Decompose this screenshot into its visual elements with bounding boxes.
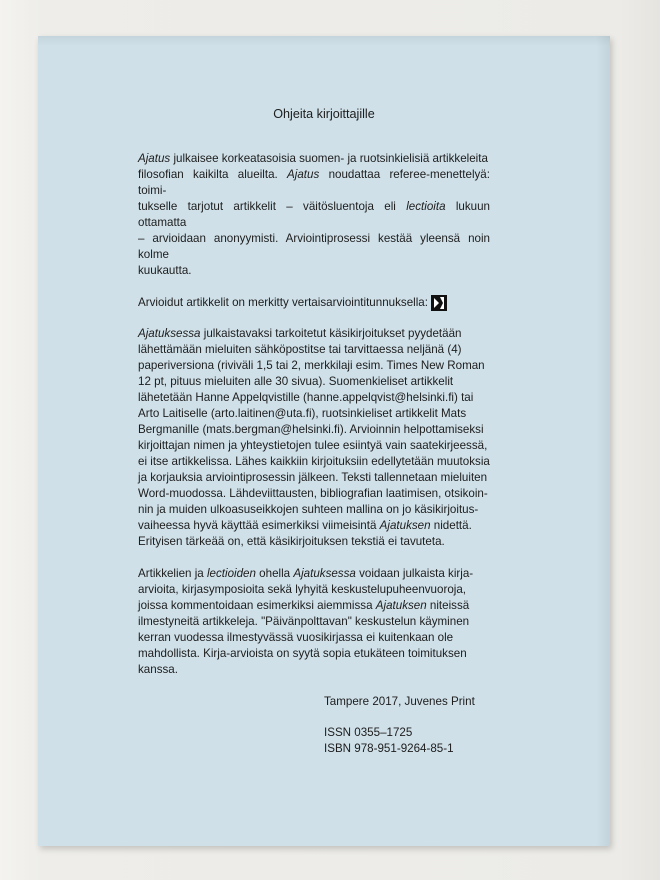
cover-shade-edge [596, 36, 610, 846]
text-line: tukselle tarjotut artikkelit – väitösluentoja eli [138, 200, 407, 213]
text-line: lukuun ottamatta [138, 200, 491, 229]
peer-review-mark-icon [431, 295, 447, 311]
text-line: – arvioidaan anonyymisti. Arviointiprosessi kestää yleensä noin kolme [138, 232, 490, 261]
text-line: kirjoittajan nimen ja yhteystietojen tulee esiintyä vain saatekirjeessä, [138, 439, 488, 452]
emphasis: lectioiden [206, 567, 256, 580]
text-line: kuukautta. [138, 264, 192, 277]
text-line: noudattaa referee-menettelyä: toimi- [138, 168, 490, 197]
text-line: julkaistavaksi tarkoitetut käsikirjoitukset pyydetään [200, 327, 462, 340]
text-line: Artikkelien ja [138, 567, 207, 580]
journal-name: Ajatus [138, 152, 171, 165]
reviews-paragraph [138, 566, 490, 678]
text-line: lähetetään Hanne Appelqvistille (hanne.appelqvist@helsinki.fi) tai [138, 391, 474, 404]
text-line: vaiheessa hyvä käyttää esimerkiksi viimeisintä [138, 519, 380, 532]
text-line: lähettämään mieluiten sähköpostitse tai tarvittaessa neljänä (4) [138, 343, 462, 356]
text-line: nidettä. [430, 519, 472, 532]
text-line: paperiversiona (riviväli 1,5 tai 2, merkkilaji esim. Times New Roman [138, 359, 485, 372]
text-line: 12 pt, pituus mieluiten alle 30 sivua). Suomenkieliset artikkelit [138, 375, 454, 388]
emphasis: lectioita [406, 200, 446, 213]
text-line: ei itse artikkelissa. Lähes kaikkiin kirjoituksiin edellytetään muutoksia [138, 455, 490, 468]
journal-name: Ajatuksessa [138, 327, 201, 340]
text-line: Word-muodossa. Lähdeviittausten, bibliografian laatimisen, otsikoin- [138, 487, 488, 500]
text-line: julkaisee korkeatasoisia suomen- ja ruotsinkielisiä artikkeleita [170, 152, 488, 165]
cover-shade-top [38, 36, 610, 46]
submission-paragraph [138, 326, 490, 550]
printer-info: Tampere 2017, Juvenes Print [324, 695, 475, 708]
peer-review-text: Arvioidut artikkelit on merkitty vertaisarviointitunnuksella: [138, 296, 428, 309]
text-line: Erityisen tärkeää on, että käsikirjoituksen tekstiä ei tavuteta. [138, 535, 445, 548]
page-title: Ohjeita kirjoittajille [273, 107, 375, 121]
isbn: ISBN 978-951-9264-85-1 [324, 742, 454, 755]
text-line: niteissä [426, 599, 470, 612]
text-line: arvioita, kirjasymposioita sekä lyhyitä keskustelupuheenvuoroja, [138, 583, 467, 596]
text-line: joissa kommentoidaan esimerkiksi aiemmissa [138, 599, 376, 612]
text-line: ilmestyneitä artikkeleja. "Päivänpolttavan" keskustelun käyminen [138, 615, 470, 628]
issn: ISSN 0355–1725 [324, 726, 413, 739]
journal-name: Ajatuksen [375, 599, 427, 612]
text-line: Bergmanille (mats.bergman@helsinki.fi). Arvioinnin helpottamiseksi [138, 423, 484, 436]
spacer [324, 710, 490, 725]
text-line: voidaan julkaista kirja- [355, 567, 474, 580]
text-line: mahdollista. Kirja-arvioista on syytä sopia etukäteen toimituksen [138, 647, 467, 660]
journal-name: Ajatus [287, 168, 320, 181]
cover-text [138, 106, 490, 757]
text-line: filosofian kaikilta alueilta. [138, 168, 288, 181]
journal-name: Ajatuksen [379, 519, 431, 532]
journal-name: Ajatuksessa [293, 567, 356, 580]
text-line: kanssa. [138, 663, 178, 676]
text-line: kerran vuodessa ilmestyvässä vuosikirjassa ei kuitenkaan ole [138, 631, 454, 644]
colophon [138, 694, 490, 757]
peer-review-note [138, 295, 490, 311]
text-line: ja korjauksia arviointiprosessin jälkeen. Teksti tallennetaan mieluiten [138, 471, 488, 484]
intro-paragraph [138, 151, 490, 279]
text-line: Arto Laitiselle (arto.laitinen@uta.fi), ruotsinkieliset artikkelit Mats [138, 407, 467, 420]
text-line: nin ja muiden ulkoasuseikkojen suhteen mallina on jo käsikirjoitus- [138, 503, 479, 516]
text-line: ohella [255, 567, 294, 580]
